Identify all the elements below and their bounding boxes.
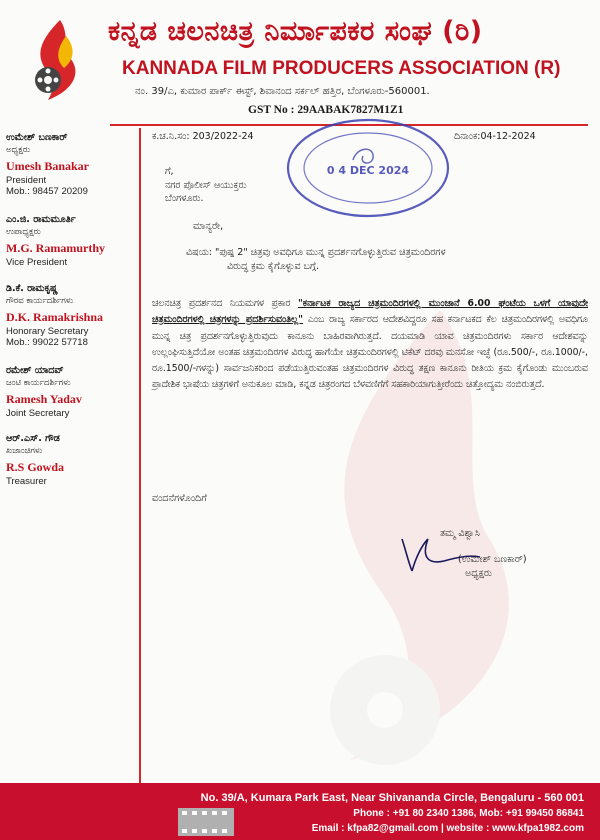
- signatory-role: ಅಧ್ಯಕ್ಷರು: [465, 568, 492, 579]
- association-logo-icon: [26, 16, 90, 104]
- member-treasurer: [6, 433, 64, 487]
- member-role-kannada: ಗೌರವ ಕಾರ್ಯದರ್ಶಿಗಳು: [6, 296, 74, 306]
- member-name-english: Umesh Banakar: [6, 159, 90, 173]
- association-name-english: KANNADA FILM PRODUCERS ASSOCIATION (R): [122, 58, 561, 79]
- member-mobile: Mob.: 99022 57718: [6, 337, 88, 348]
- body-rest: ಎಂಬ ರಾಜ್ಯ ಸರ್ಕಾರದ ಆದೇಶವಿದ್ದರೂ ಸಹ ಕರ್ನಾಟಕದ ಕೆಲ ಚಿತ್ರಮಂದಿರಗಳಲ್ಲಿ ಅವಧಿಗೂ ಮುನ್ನ ಚಿತ್ರ ಪ್ರದರ್ಶನಗೊಳ್ಳುತ್ತಿರುವುದು ಕಾನೂನು ಬಾಹಿರವಾಗಿರುತ್ತದೆ. ದಯಮಾಡಿ ಯಾವ ಚಿತ್ರಮಂದಿರಗಳು ಸರ್ಕಾರ ಆದೇಶವನ್ನು ಉಲ್ಲಂಘಿಸುತ್ತಿದೆಯೋ ಅಂತಹ ಚಿತ್ರಮಂದಿರಗಳ ವಿರುದ್ಧ ಹಾಗೆಯೇ ಚಿತ್ರಮಂದಿರಗಳಲ್ಲಿ ಟಿಕೆಟ್ ದರವು ಮನಸೋ ಇಚ್ಛೆ (ರೂ.500/-, ರೂ.1000/-, ರೂ.1500/-ಗಳನ್ನು) ಸಾರ್ವಜನಿಕರಿಂದ ಪಡೆಯುತ್ತಿರುವಂತಹ ಚಿತ್ರಮಂದಿರಗಳ ವಿರುದ್ಧ ತಕ್ಷಣ ಕಾನೂನು ರೀತಿಯ ಕ್ರಮ ಕೈಗೊಂಡು ಮುಂಬರುವ ಪ್ರಾದೇಶಿಕ ಭಾಷೆಯ ಚಿತ್ರಗಳಿಗೆ ಅನುಕೂಲ ಮಾಡಿ, ಕನ್ನಡ ಚಿತ್ರರಂಗದ ಬೆಳವಣಿಗೆಗೆ ಸಹಕಾರಿಯಾಗುತ್ತೀರೆಂದು ಚಿತ್ತೋದ್ಯಮ ನಂಬಿರುತ್ತದೆ.: [152, 314, 588, 391]
- member-role-kannada: ಅಧ್ಯಕ್ಷರು: [6, 145, 31, 155]
- film-reel-icon: [176, 804, 236, 840]
- stamp-date: 0 4 DEC 2024: [326, 164, 410, 177]
- member-name-kannada: ಆರ್.ಎಸ್. ಗೌಡ: [6, 433, 60, 444]
- member-role-english: Vice President: [6, 257, 68, 268]
- member-role-kannada: ಉಪಾಧ್ಯಕ್ಷರು: [6, 227, 41, 237]
- member-role-kannada: ಜಂಟಿ ಕಾರ್ಯದರ್ಶಿಗಳು: [6, 378, 71, 388]
- member-honorary-secretary: [6, 283, 103, 348]
- subject-line-2: ವಿರುದ್ಧ ಕ್ರಮ ಕೈಗೊಳ್ಳುವ ಬಗ್ಗೆ.: [227, 261, 320, 272]
- member-name-kannada: ಎಂ.ಜಿ. ರಾಮಮೂರ್ತಿ: [6, 214, 76, 225]
- member-name-english: M.G. Ramamurthy: [6, 241, 105, 255]
- signatory-name: (ಉಮೇಶ್ ಬಣಕಾರ್): [458, 554, 527, 565]
- footer-bar: [0, 783, 600, 840]
- yours-faithfully: ತಮ್ಮ ವಿಶ್ವಾಸಿ: [440, 528, 480, 539]
- member-name-kannada: ಡಿ.ಕೆ. ರಾಮಕೃಷ್ಣ: [6, 283, 58, 294]
- member-mobile: Mob.: 98457 20209: [6, 186, 88, 197]
- member-role-kannada: ಖಜಾಂಚಿಗಳು: [6, 446, 43, 456]
- recipient-title: ನಗರ ಪೊಲೀಸ್ ಆಯುಕ್ತರು: [165, 180, 247, 191]
- member-name-english: R.S Gowda: [6, 460, 65, 474]
- body-intro: ಚಲನಚಿತ್ರ ಪ್ರದರ್ಶನದ ನಿಯಮಗಳ ಪ್ರಕಾರ: [152, 298, 298, 309]
- inward-stamp: [283, 116, 453, 220]
- salutation: ಮಾನ್ಯರೇ,: [193, 221, 224, 232]
- member-vice-president: [6, 214, 105, 268]
- member-president: [6, 132, 89, 197]
- member-role-english: Honorary Secretary: [6, 326, 89, 337]
- member-name-kannada: ರಮೇಶ್ ಯಾದವ್: [6, 365, 64, 376]
- member-name-english: D.K. Ramakrishna: [6, 310, 104, 324]
- gst-number: GST No : 29AABAK7827M1Z1: [248, 104, 404, 116]
- closing-regards: ವಂದನೆಗಳೊಂದಿಗೆ: [152, 493, 207, 504]
- member-role-english: Joint Secretary: [6, 408, 70, 419]
- letter-body: [152, 296, 588, 394]
- association-name-kannada: ಕನ್ನಡ ಚಲನಚಿತ್ರ ನಿರ್ಮಾಪಕರ ಸಂಘ (ರಿ): [108, 16, 483, 47]
- footer-phone: Phone : +91 80 2340 1386, Mob: +91 99450 86841: [353, 808, 584, 819]
- recipient-city: ಬೆಂಗಳೂರು.: [165, 193, 204, 204]
- reference-number: ಕ.ಚ.ನಿ.ಸಂ: 203/2022-24: [152, 131, 254, 142]
- body-emphasis: "ಕರ್ನಾಟಕ ರಾಜ್ಯದ ಚಿತ್ರಮಂದಿರಗಳಲ್ಲಿ ಮುಂಜಾನೆ 6.00 ಘಂಟೆಯ ಒಳಗೆ ಯಾವುದೇ ಚಿತ್ರಮಂದಿರಗಳಲ್ಲಿ ಚಿತ್ರಗಳನ್ನು ಪ್ರದರ್ಶಿಸುವಂತಿಲ್ಲ": [152, 298, 588, 326]
- letter-date: ದಿನಾಂಕ:04-12-2024: [454, 131, 536, 142]
- footer-email-website: Email : kfpa82@gmail.com | website : www.kfpa1982.com: [311, 823, 584, 834]
- member-name-english: Ramesh Yadav: [6, 392, 82, 406]
- footer-address: No. 39/A, Kumara Park East, Near Shivananda Circle, Bengaluru - 560 001: [200, 792, 584, 804]
- member-name-kannada: ಉಮೇಶ್ ಬಣಕಾರ್: [6, 132, 68, 143]
- sidebar-divider: [139, 128, 141, 783]
- member-joint-secretary: [6, 365, 82, 419]
- member-role-english: President: [6, 175, 47, 186]
- subject-line-1: ವಿಷಯ: "ಪುಷ್ಪ 2" ಚಿತ್ರವು ಅವಧಿಗೂ ಮುನ್ನ ಪ್ರದರ್ಶನಗೊಳ್ಳುತ್ತಿರುವ ಚಿತ್ರಮಂದಿರಗಳ: [186, 247, 446, 258]
- header-address: ನಂ. 39/ಎ, ಕುಮಾರ ಪಾರ್ಕ್ ಈಸ್ಟ್, ಶಿವಾನಂದ ಸರ್ಕಲ್ ಹತ್ತಿರ, ಬೆಂಗಳೂರು-560001.: [135, 86, 430, 97]
- member-role-english: Treasurer: [6, 476, 47, 487]
- greeting-to: ಗೆ,: [165, 166, 174, 177]
